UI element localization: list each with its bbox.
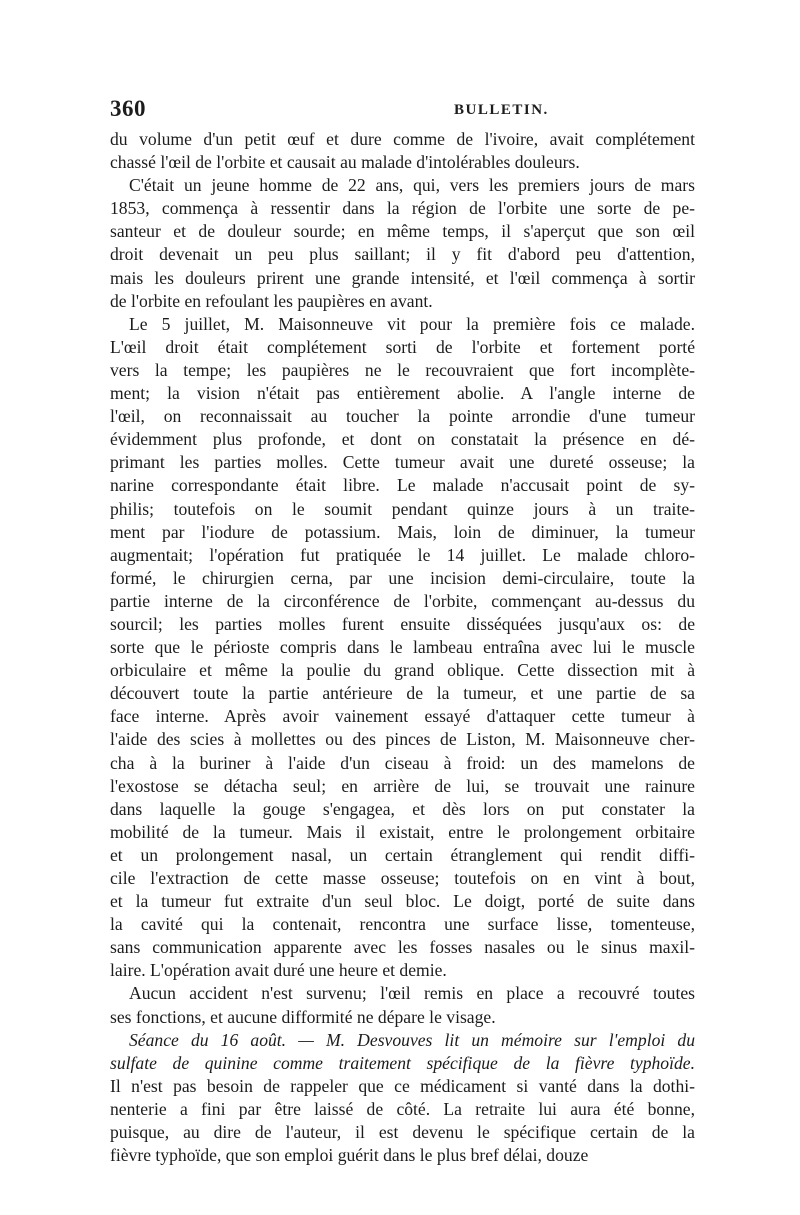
text-line: sourcil; les parties molles furent ensuite disséquées jusqu'aux os: de	[110, 613, 695, 634]
text-line: orbiculaire et même la poulie du grand oblique. Cette dissection mit à	[110, 660, 695, 681]
text-line: partie interne de la circonférence de l'orbite, commençant au-dessus du	[110, 590, 695, 611]
text-line: et la tumeur fut extraite d'un seul bloc. Le doigt, porté de suite dans	[110, 891, 695, 912]
page-header	[110, 96, 695, 126]
running-head: BULLETIN.	[454, 102, 549, 118]
text-line: ment par l'iodure de potassium. Mais, loin de diminuer, la tumeur	[110, 521, 695, 542]
text-line: santeur et de douleur sourde; en même temps, il s'aperçut que son œil	[110, 221, 695, 242]
text-line: découvert toute la partie antérieure de la tumeur, et une partie de sa	[110, 683, 695, 704]
text-line: l'œil, on reconnaissait au toucher la pointe arrondie d'une tumeur	[110, 406, 695, 427]
text-line: 1853, commença à ressentir dans la région de l'orbite une sorte de pe-	[110, 198, 695, 219]
text-line: ment; la vision n'était pas entièrement abolie. A l'angle interne de	[110, 383, 695, 404]
text-line: l'aide des scies à mollettes ou des pinces de Liston, M. Maisonneuve cher-	[110, 729, 695, 750]
text-line: cile l'extraction de cette masse osseuse; toutefois on en vint à bout,	[110, 868, 695, 888]
paragraph	[110, 982, 695, 1028]
text-line: vers la tempe; les paupières ne le recouvraient que fort incomplète-	[110, 359, 695, 380]
text-line: mobilité de la tumeur. Mais il existait, entre le prolongement orbitaire	[110, 821, 695, 842]
text-line: ses fonctions, et aucune difformité ne dépare le visage.	[110, 1006, 496, 1027]
paragraph	[110, 174, 695, 313]
text-line: dans laquelle la gouge s'engagea, et dès lors on put constater la	[110, 798, 695, 819]
text-line: Séance du 16 août. — M. Desvouves lit un mémoire sur l'emploi du	[129, 1029, 695, 1050]
text-line: droit devenait un peu plus saillant; il y fit d'abord peu d'attention,	[110, 244, 695, 265]
page-number: 360	[110, 96, 146, 121]
text-line: mais les douleurs prirent une grande intensité, et l'œil commença à sortir	[110, 267, 695, 288]
text-line: Il n'est pas besoin de rappeler que ce médicament si vanté dans la dothi-	[110, 1075, 695, 1096]
text-line: laire. L'opération avait duré une heure et demie.	[110, 960, 447, 981]
text-line: narine correspondante était libre. Le malade n'accusait point de sy-	[110, 475, 695, 496]
text-line: L'œil droit était complétement sorti de l'orbite et fortement porté	[110, 336, 695, 357]
paragraph	[110, 313, 695, 983]
text-line: augmentait; l'opération fut pratiquée le 14 juillet. Le malade chloro-	[110, 544, 695, 565]
text-line: chassé l'œil de l'orbite et causait au malade d'intolérables douleurs.	[110, 152, 580, 173]
text-line: la cavité qui la contenait, rencontra une surface lisse, tomenteuse,	[110, 914, 695, 935]
text-line: l'exostose se détacha seul; en arrière de lui, se trouvait une rainure	[110, 775, 695, 796]
text-line: Le 5 juillet, M. Maisonneuve vit pour la première fois ce malade.	[129, 313, 695, 334]
paragraph	[110, 128, 695, 174]
text-line: sulfate de quinine comme traitement spécifique de la fièvre typhoïde.	[110, 1052, 695, 1073]
text-line: fièvre typhoïde, que son emploi guérit dans le plus bref délai, douze	[110, 1145, 589, 1166]
text-line: puisque, au dire de l'auteur, il est devenu le spécifique certain de la	[110, 1122, 695, 1143]
text-line: formé, le chirurgien cerna, par une incision demi-circulaire, toute la	[110, 567, 695, 588]
text-line: nenterie a fini par être laissé de côté. La retraite lui aura été bonne,	[110, 1098, 695, 1119]
text-line: Aucun accident n'est survenu; l'œil remis en place a recouvré toutes	[129, 983, 695, 1004]
body-text	[110, 128, 695, 1167]
text-line: face interne. Après avoir vainement essayé d'attaquer cette tumeur à	[110, 706, 695, 727]
paragraph	[110, 1029, 695, 1168]
text-line: cha à la buriner à l'aide d'un ciseau à froid: un des mamelons de	[110, 752, 695, 773]
text-line: du volume d'un petit œuf et dure comme de l'ivoire, avait complétement	[110, 129, 695, 149]
text-line: C'était un jeune homme de 22 ans, qui, vers les premiers jours de mars	[129, 175, 695, 196]
text-line: philis; toutefois on le soumit pendant quinze jours à un traite-	[110, 498, 695, 519]
text-line: de l'orbite en refoulant les paupières en avant.	[110, 290, 433, 311]
text-line: et un prolongement nasal, un certain étranglement qui rendit diffi-	[110, 844, 695, 865]
text-line: sorte que le périoste compris dans le lambeau entraîna avec lui le muscle	[110, 637, 695, 658]
text-line: sans communication apparente avec les fosses nasales ou le sinus maxil-	[110, 937, 695, 958]
text-line: évidemment plus profonde, et dont on constatait la présence en dé-	[110, 429, 695, 450]
text-line: primant les parties molles. Cette tumeur avait une dureté osseuse; la	[110, 452, 695, 473]
